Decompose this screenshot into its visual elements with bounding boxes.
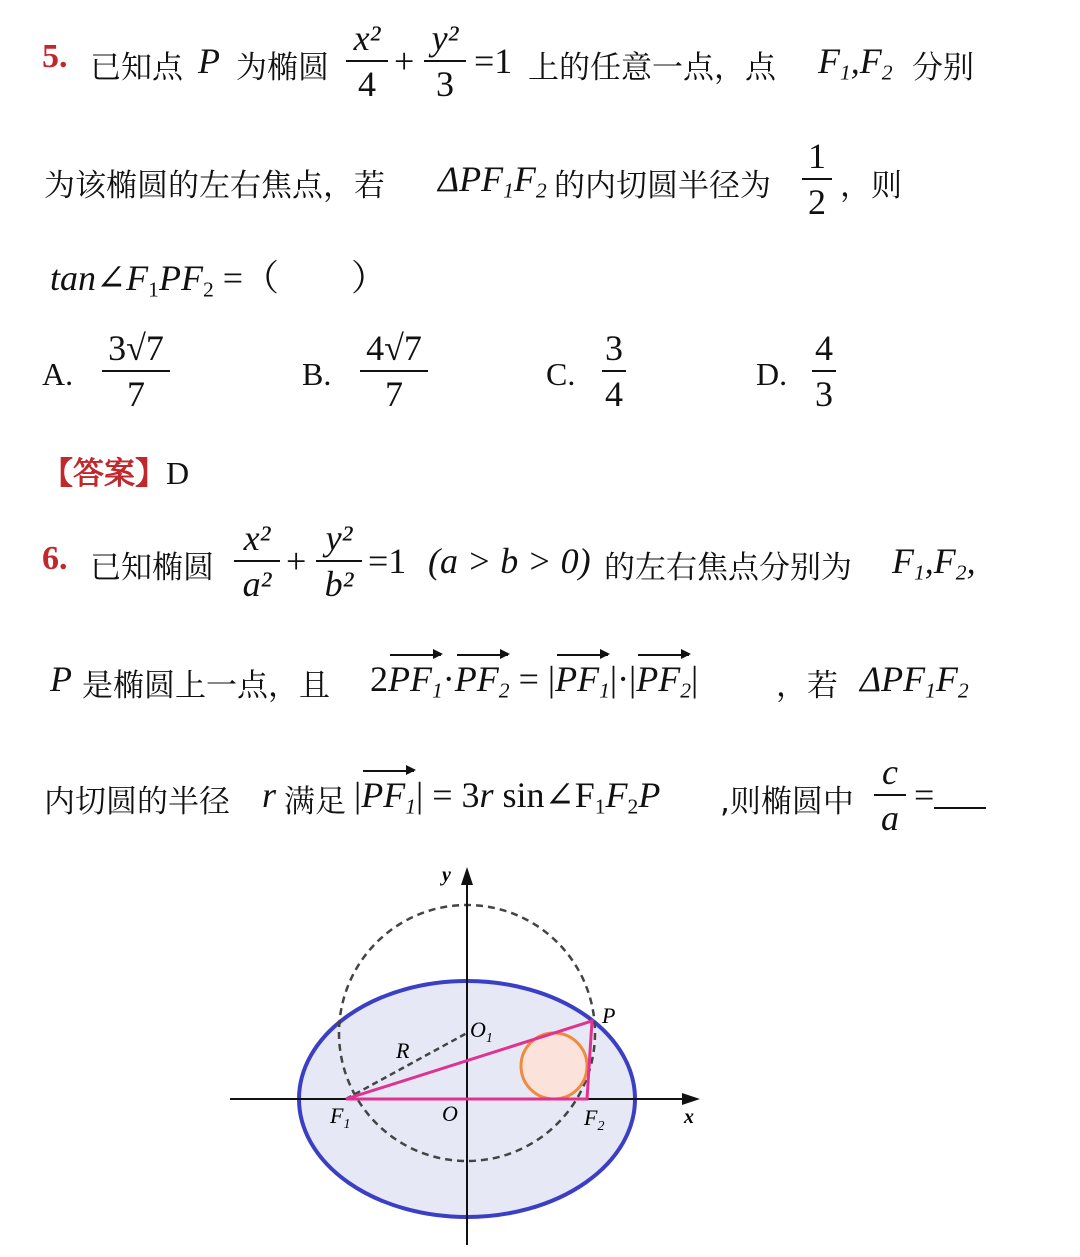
- q6-condition: (a > b > 0): [428, 541, 591, 581]
- answer-blank: [934, 777, 986, 809]
- q6-text-2: 的左右焦点分别为: [604, 550, 852, 586]
- q5-fraction-x: x² 4: [344, 16, 390, 106]
- ellipse-figure: [0, 837, 1080, 1257]
- q6-plus: +: [286, 541, 307, 581]
- q6-equals-one: =1: [368, 541, 407, 581]
- q5-option-d-value: 4 3: [810, 326, 838, 416]
- answer-value: D: [166, 455, 190, 491]
- q6-ca-equals: =: [914, 774, 986, 816]
- q6-line3-text-a: 内切圆的半径: [44, 784, 230, 820]
- q6-fraction-x: x² a²: [232, 516, 282, 606]
- o1-label: $O_1$: [470, 1017, 493, 1046]
- q5-option-c-value: 3 4: [600, 326, 628, 416]
- q5-fraction-half: 1 2: [800, 134, 834, 224]
- q5-option-b-label: B.: [302, 356, 332, 392]
- q6-radius-r: r: [262, 775, 277, 815]
- y-axis-arrow: [461, 867, 473, 885]
- q6-fraction-ca: c a: [872, 750, 908, 840]
- q5-line2-text-a: 为该椭圆的左右焦点，若: [44, 168, 385, 204]
- answer-tag: 【答案】: [42, 456, 166, 492]
- q6-radius-equation: $|PF_1| = 3r$ $\sin\angle F_1F_2P$: [354, 775, 661, 819]
- point-p-label: P: [602, 1003, 616, 1028]
- f1-label: $F_1$: [330, 1103, 351, 1132]
- x-axis-label: x: [684, 1106, 694, 1128]
- f2-label: $F_2$: [584, 1105, 605, 1134]
- q5-option-a-value: 3√7 7: [100, 326, 172, 416]
- q5-fraction-y: y² 3: [422, 16, 468, 106]
- q6-line3-text-b: 满足: [284, 784, 346, 820]
- q5-text-1: 已知点: [90, 50, 183, 86]
- q5-text-3: 上的任意一点，点: [528, 50, 776, 86]
- answer-line: [42, 448, 189, 493]
- q6-line1: [42, 540, 68, 578]
- q5-foci: $F_1,F_2$: [818, 41, 893, 85]
- q5-tan-expression: $\tan\angle F_1PF_2$ =（ ）: [50, 258, 388, 302]
- q6-line2-p: P: [50, 659, 72, 699]
- q5-text-4: 分别: [912, 50, 974, 86]
- q6-triangle: $\Delta PF_1F_2$: [860, 659, 969, 703]
- incircle: [521, 1033, 587, 1099]
- q6-line2-text-b: ，若: [776, 668, 838, 704]
- q6-line2-text-a: 是椭圆上一点，且: [82, 668, 330, 704]
- q6-text-1: 已知椭圆: [90, 550, 214, 586]
- q5-point-p: P: [198, 41, 220, 81]
- radius-label: R: [396, 1038, 410, 1063]
- q5-option-a-label: A.: [42, 356, 74, 392]
- q5-option-d-label: D.: [756, 356, 788, 392]
- q5-option-b-value: 4√7 7: [358, 326, 430, 416]
- q5-line2-text-c: ，则: [840, 168, 902, 204]
- y-axis-label: y: [442, 864, 451, 886]
- origin-label: O: [442, 1101, 458, 1126]
- q6-number: 6.: [42, 540, 68, 577]
- q6-foci: $F_1,F_2$,: [892, 541, 976, 585]
- q5-triangle: $\Delta PF_1F_2$: [438, 159, 547, 203]
- q6-fraction-y: y² b²: [314, 516, 364, 606]
- q5-equals-one: =1: [474, 41, 513, 81]
- q6-line3-text-c: ,则椭圆中: [720, 784, 854, 820]
- q5-number: 5.: [42, 38, 68, 75]
- q5-plus: +: [394, 41, 415, 81]
- q5-text-2: 为椭圆: [236, 50, 329, 86]
- q5-option-c-label: C.: [546, 356, 576, 392]
- q5-line2-text-b: 的内切圆半径为: [554, 168, 771, 204]
- x-axis-arrow: [682, 1093, 700, 1105]
- q5-line1: [42, 38, 68, 98]
- q6-vector-equation: $2PF_1\cdot PF_2 = |PF_1|\cdot|PF_2|$: [370, 659, 699, 703]
